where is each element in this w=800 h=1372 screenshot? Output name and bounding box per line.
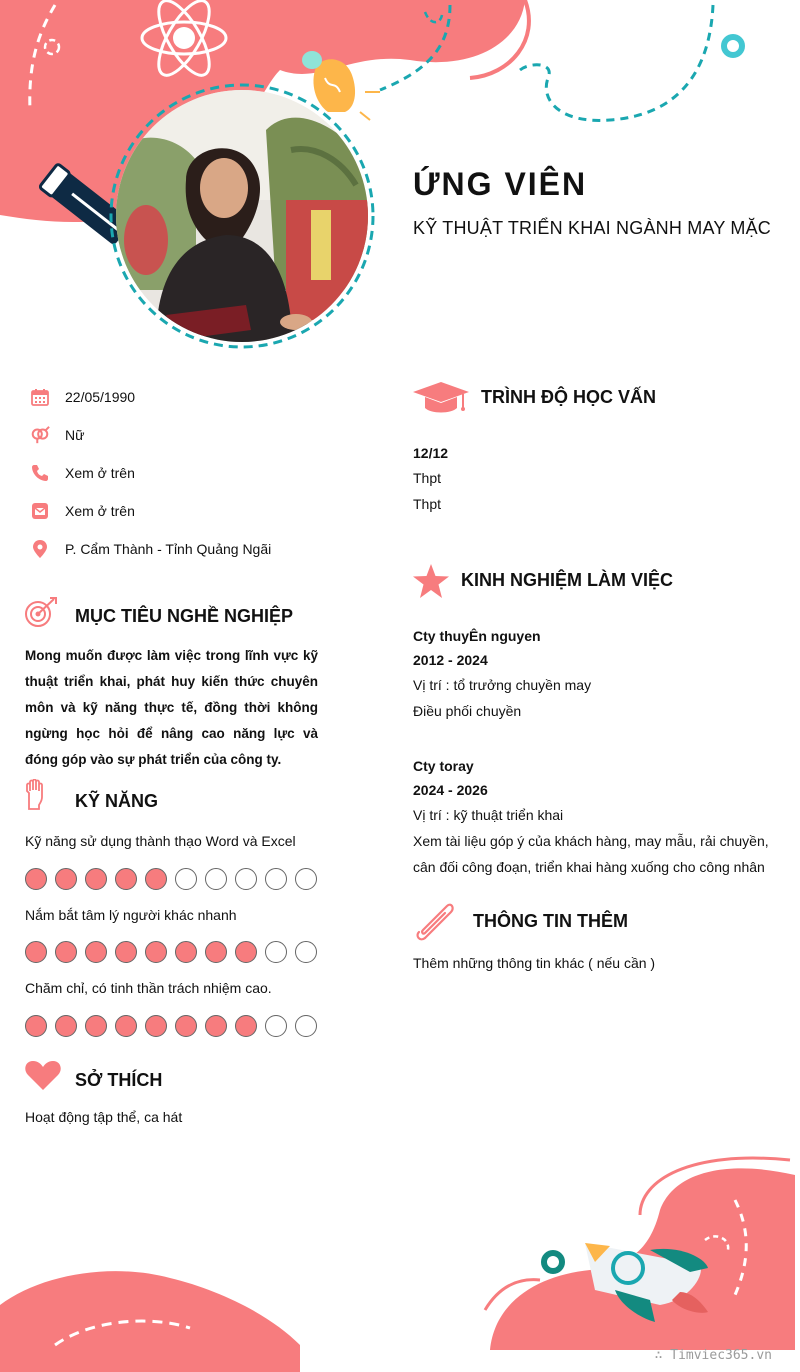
objective-text: Mong muốn được làm việc trong lĩnh vực kỹ thuật triển khai, phát huy kiến thức chuyên môn và kỹ năng thực tế, đồng thời không ngừng học hỏi để nâng cao năng lực và đóng góp vào sự phát triển của công ty. <box>25 648 318 767</box>
birthdate-value: 22/05/1990 <box>65 389 136 405</box>
skill-rating <box>25 868 317 890</box>
email-value: Xem ở trên <box>65 503 135 519</box>
phone-value: Xem ở trên <box>65 465 135 481</box>
rating-dot-empty <box>295 868 317 890</box>
heart-icon <box>25 1060 61 1090</box>
job-role: Vị trí : tổ trưởng chuyền may <box>413 677 592 693</box>
hobbies-text: Hoạt động tập thể, ca hát <box>25 1109 183 1125</box>
rating-dot-filled <box>55 1015 77 1037</box>
rating-dot-empty <box>265 1015 287 1037</box>
watermark: ∴ Timviec365.vn <box>654 1348 772 1363</box>
info-birthdate <box>30 385 360 409</box>
rating-dot-filled <box>25 868 47 890</box>
hobbies-title: SỞ THÍCH <box>75 1070 163 1090</box>
job-company: Cty toray <box>413 758 474 774</box>
skill-label: Chăm chỉ, có tinh thần trách nhiệm cao. <box>25 980 272 996</box>
hand-icon <box>24 779 48 811</box>
rating-dot-filled <box>235 941 257 963</box>
rating-dot-empty <box>265 868 287 890</box>
experience-title: KINH NGHIỆM LÀM VIỆC <box>461 570 674 590</box>
rating-dot-filled <box>115 1015 137 1037</box>
rating-dot-empty <box>295 1015 317 1037</box>
rating-dot-filled <box>85 1015 107 1037</box>
rating-dot-filled <box>85 868 107 890</box>
job-description: Điều phối chuyền <box>413 703 522 719</box>
star-icon <box>413 564 449 598</box>
rating-dot-filled <box>175 941 197 963</box>
rating-dot-filled <box>205 941 227 963</box>
rating-dot-filled <box>115 868 137 890</box>
email-icon <box>30 501 50 521</box>
education-title: TRÌNH ĐỘ HỌC VẤN <box>481 387 656 407</box>
rating-dot-empty <box>235 868 257 890</box>
gender-value: Nữ <box>65 427 85 443</box>
education-major: Thpt <box>413 496 442 512</box>
extra-info-title: THÔNG TIN THÊM <box>473 911 628 931</box>
rating-dot-filled <box>55 868 77 890</box>
rating-dot-filled <box>85 941 107 963</box>
info-email <box>30 499 360 523</box>
job-period: 2012 - 2024 <box>413 652 488 668</box>
target-icon <box>24 596 58 630</box>
rating-dot-filled <box>145 941 167 963</box>
skill-rating <box>25 1015 317 1037</box>
info-address <box>30 537 360 561</box>
paperclip-icon <box>415 900 459 942</box>
rating-dot-empty <box>175 868 197 890</box>
education-level: 12/12 <box>413 445 449 461</box>
objective-title: MỤC TIÊU NGHỀ NGHIỆP <box>75 606 294 626</box>
rating-dot-empty <box>265 941 287 963</box>
job-company: Cty thuyÊn nguyen <box>413 628 541 644</box>
extra-info-text: Thêm những thông tin khác ( nếu cần ) <box>413 955 656 971</box>
applied-position: KỸ THUẬT TRIỂN KHAI NGÀNH MAY MẶC <box>413 218 771 238</box>
rating-dot-filled <box>205 1015 227 1037</box>
rating-dot-filled <box>235 1015 257 1037</box>
rating-dot-empty <box>295 941 317 963</box>
phone-icon <box>30 463 50 483</box>
job-role: Vị trí : kỹ thuật triển khai <box>413 807 564 823</box>
skill-label: Nắm bắt tâm lý người khác nhanh <box>25 907 237 923</box>
location-pin-icon <box>30 539 50 559</box>
rating-dot-filled <box>175 1015 197 1037</box>
rating-dot-filled <box>25 1015 47 1037</box>
candidate-name: ỨNG VIÊN <box>413 166 588 202</box>
rating-dot-filled <box>145 1015 167 1037</box>
job-description: Xem tài liệu góp ý của khách hàng, may mẫu, rải chuyền, <box>413 833 769 849</box>
rating-dot-empty <box>205 868 227 890</box>
skills-title: KỸ NĂNG <box>75 791 159 811</box>
calendar-icon <box>30 387 50 407</box>
rating-dot-filled <box>55 941 77 963</box>
rating-dot-filled <box>25 941 47 963</box>
address-value: P. Cẩm Thành - Tỉnh Quảng Ngãi <box>65 541 272 557</box>
info-gender <box>30 423 360 447</box>
job-period: 2024 - 2026 <box>413 782 488 798</box>
avatar <box>116 90 368 342</box>
rating-dot-filled <box>145 868 167 890</box>
skill-label: Kỹ năng sử dụng thành thạo Word và Excel <box>25 833 296 849</box>
gender-icon <box>30 425 50 445</box>
education-school: Thpt <box>413 470 442 486</box>
skill-rating <box>25 941 317 963</box>
graduation-cap-icon <box>413 380 469 414</box>
job-description: cân đối công đoạn, triển khai hàng xuống cho công nhân <box>413 859 765 875</box>
info-phone <box>30 461 360 485</box>
rating-dot-filled <box>115 941 137 963</box>
